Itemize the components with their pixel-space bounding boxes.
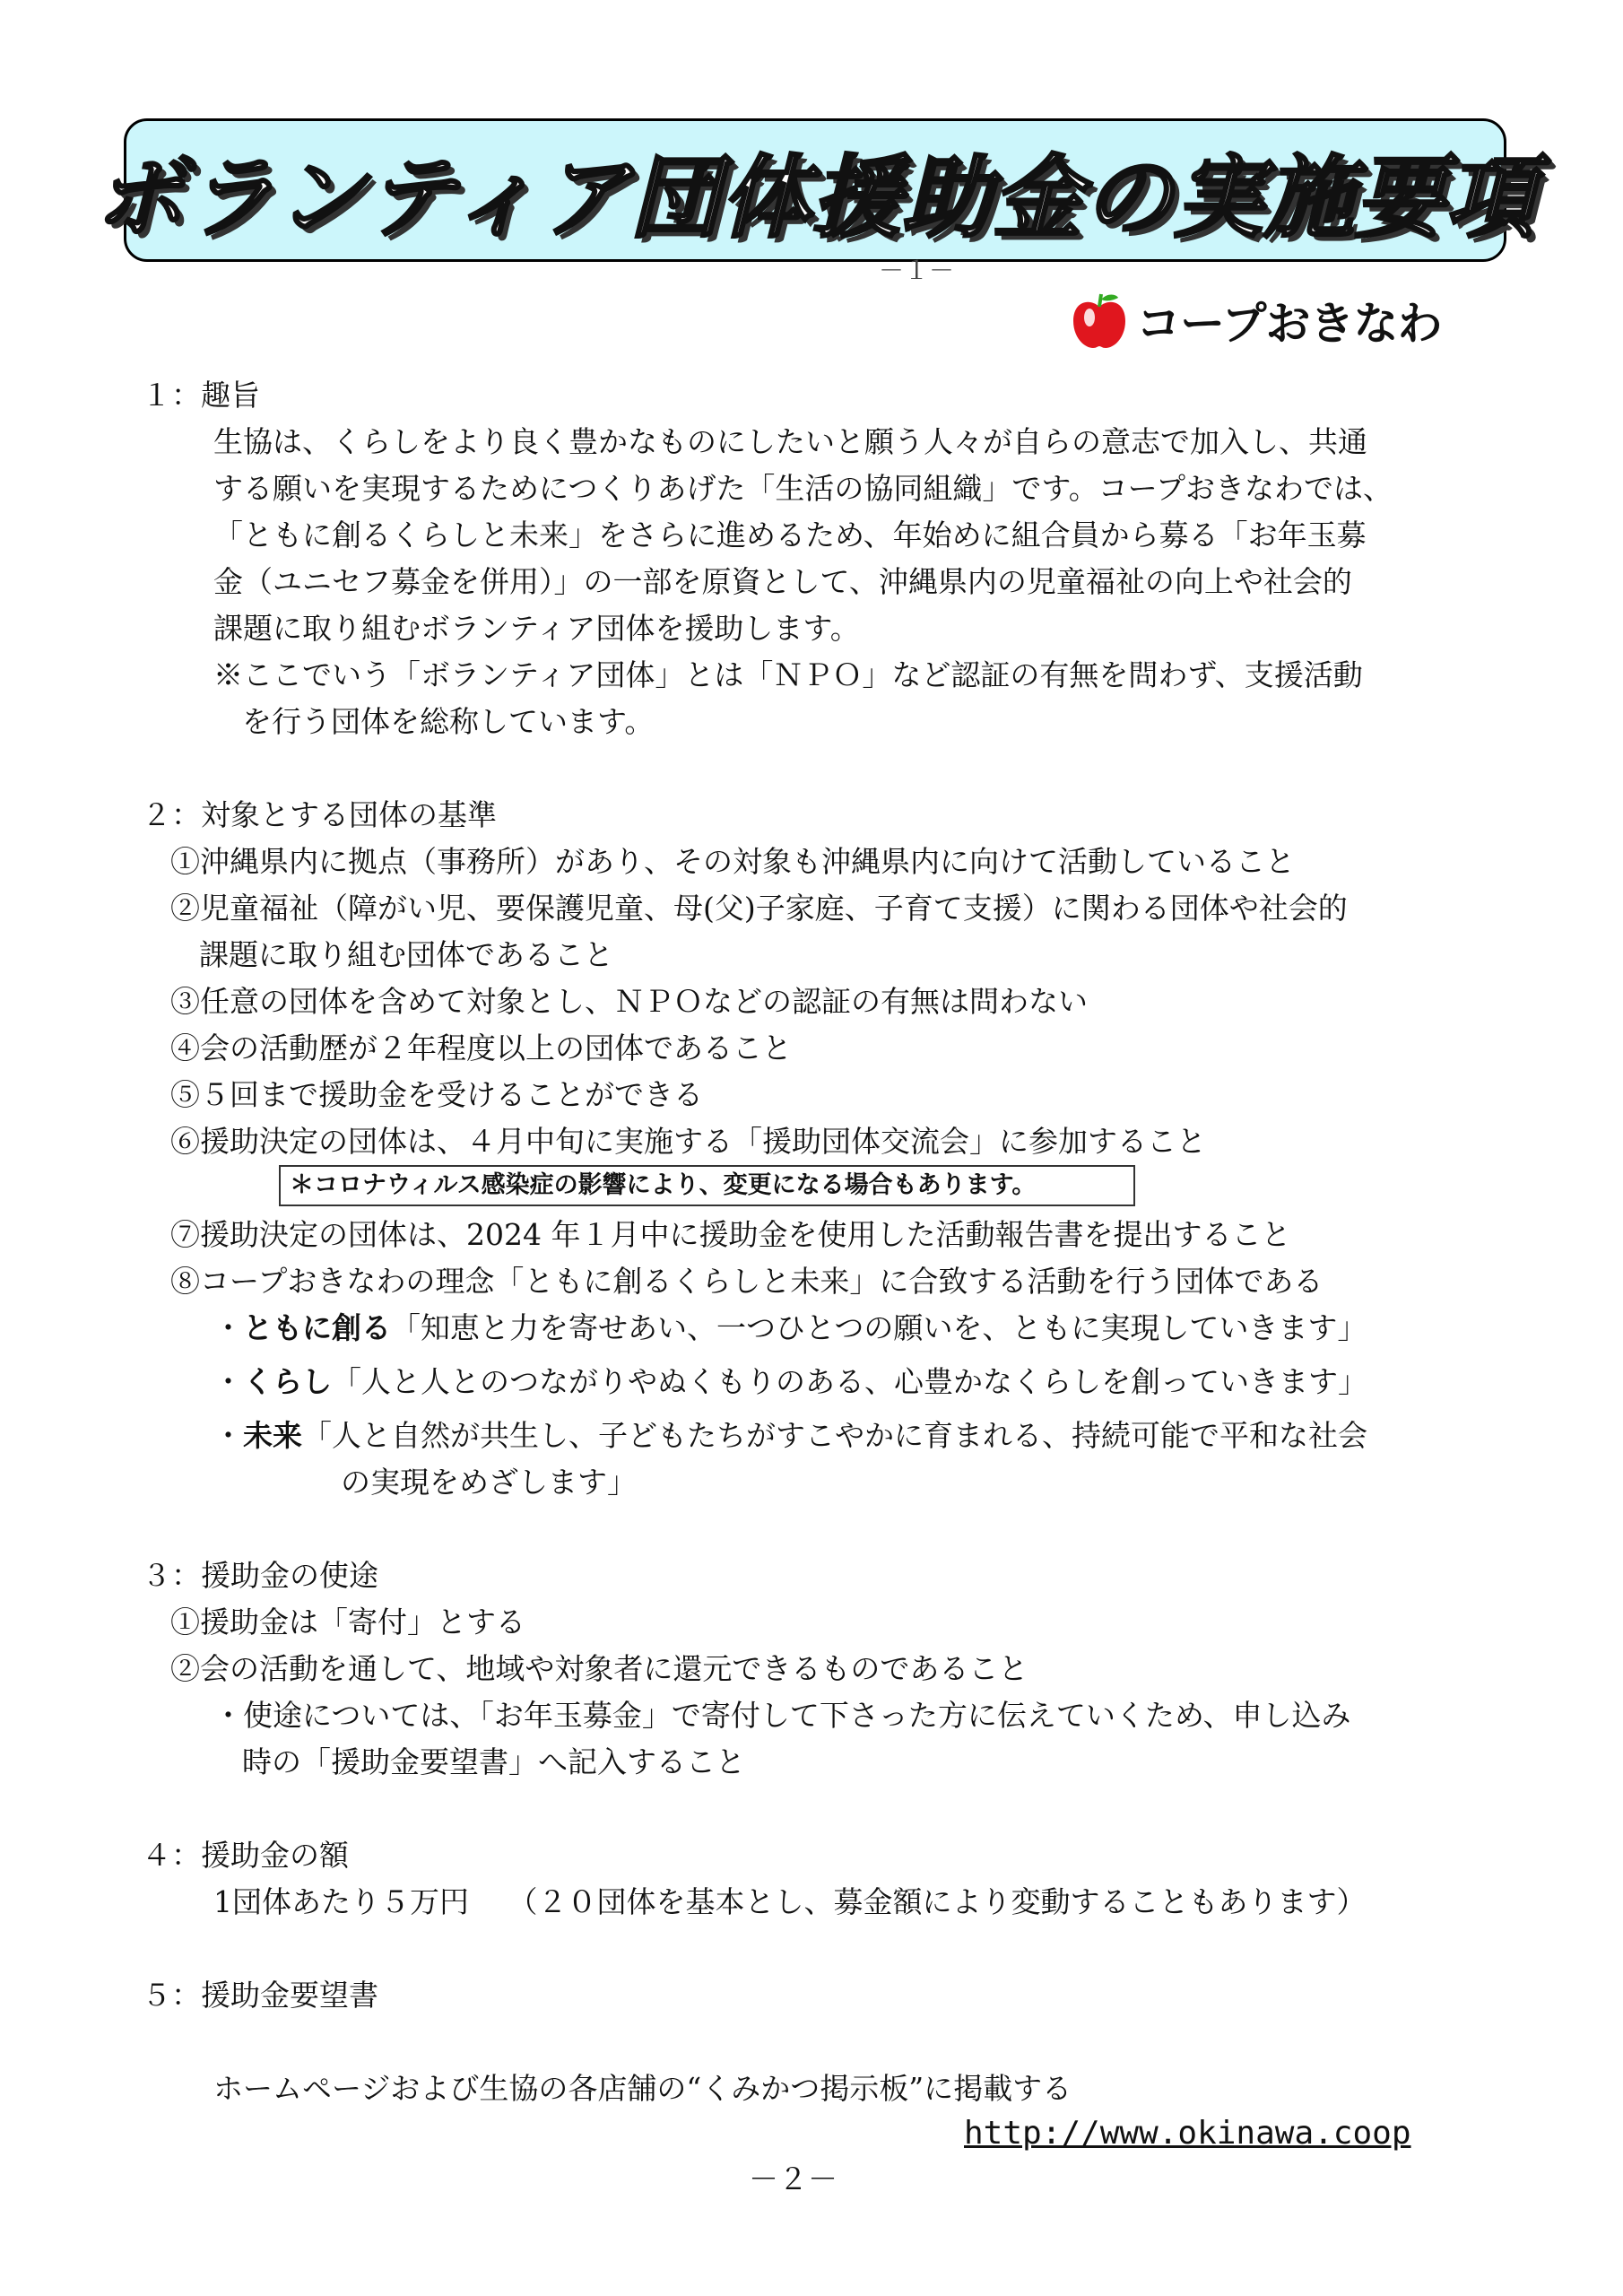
section-1-note: ※ここでいう「ボランティア団体」とは「ＮＰＯ」など認証の有無を問わず、支援活動 xyxy=(213,657,1363,692)
bullet: ・ xyxy=(213,1418,243,1453)
philosophy-term: 未来 xyxy=(243,1418,302,1453)
bullet: ・ xyxy=(213,1310,243,1345)
section-4-heading: ４：援助金の額 xyxy=(142,1838,349,1873)
website-link[interactable]: http://www.okinawa.coop xyxy=(964,2115,1411,2152)
page-number: －２－ xyxy=(749,2161,838,2196)
philosophy-term: ともに創る xyxy=(243,1310,391,1345)
amount-line: 1団体あたり５万円 （２０団体を基本とし、募金額により変動することもあります） xyxy=(213,1884,1367,1919)
criteria-item: ③任意の団体を含めて対象とし、ＮＰＯなどの認証の有無は問わない xyxy=(170,984,1088,1019)
usage-item: ①援助金は「寄付」とする xyxy=(170,1605,525,1639)
coop-okinawa-logo xyxy=(1072,289,1442,352)
section-1-line: 生協は、くらしをより良く豊かなものにしたいと願う人々が自らの意志で加入し、共通 xyxy=(213,424,1367,459)
title-banner xyxy=(94,118,1536,262)
section-3-heading: ３：援助金の使途 xyxy=(142,1558,378,1593)
apple-icon xyxy=(1072,291,1127,350)
section-1-line: 金（ユニセフ募金を併用）」の一部を原資として、沖縄県内の児童福祉の向上や社会的 xyxy=(213,564,1352,599)
criteria-item: ⑧コープおきなわの理念「ともに創るくらしと未来」に合致する活動を行う団体である xyxy=(170,1264,1324,1299)
usage-item: ・使途については、「お年玉募金」で寄付して下さった方に伝えていくため、申し込み xyxy=(213,1698,1351,1733)
philosophy-item xyxy=(213,1361,1367,1403)
overlap-page-mark: －１－ xyxy=(879,256,955,285)
section-1-line: 「ともに創るくらしと未来」をさらに進めるため、年始めに組合員から募る「お年玉募 xyxy=(213,517,1367,552)
section-1-line: 課題に取り組むボランティア団体を援助します。 xyxy=(213,611,860,646)
section-1-note-cont: を行う団体を総称しています。 xyxy=(242,704,655,739)
usage-item-cont: 時の「援助金要望書」へ記入すること xyxy=(242,1744,745,1779)
criteria-item: ②児童福祉（障がい児、要保護児童、母(父)子家庭、子育て支援）に関わる団体や社会的 xyxy=(170,891,1348,926)
page-title: ボランティア団体援助金の実施要項 xyxy=(94,145,1536,250)
criteria-item: ⑤５回まで援助金を受けることができる xyxy=(170,1077,703,1112)
request-form-line: ホームページおよび生協の各店舗の“くみかつ掲示板”に掲載する xyxy=(213,2071,1072,2106)
section-1-heading: １：趣旨 xyxy=(142,378,260,413)
usage-item: ②会の活動を通して、地域や対象者に還元できるものであること xyxy=(170,1651,1028,1686)
criteria-item: ①沖縄県内に拠点（事務所）があり、その対象も沖縄県内に向けて活動していること xyxy=(170,844,1295,879)
philosophy-text: 「人と人とのつながりやぬくもりのある、心豊かなくらしを創っていきます」 xyxy=(332,1364,1367,1399)
covid-notice: ＊コロナウィルス感染症の影響により、変更になる場合もあります。 xyxy=(279,1165,1135,1206)
philosophy-term: くらし xyxy=(243,1364,332,1399)
philosophy-item-cont: の実現をめざします」 xyxy=(341,1465,637,1500)
logo-text: コープおきなわ xyxy=(1136,298,1442,350)
criteria-item-cont: 課題に取り組む団体であること xyxy=(199,937,613,972)
philosophy-text: 「知恵と力を寄せあい、一つひとつの願いを、ともに実現していきます」 xyxy=(391,1310,1367,1345)
section-2-heading: ２：対象とする団体の基準 xyxy=(142,797,497,832)
section-1-line: する願いを実現するためにつくりあげた「生活の協同組織」です。コープおきなわでは、 xyxy=(213,471,1393,506)
philosophy-text: 「人と自然が共生し、子どもたちがすこやかに育まれる、持続可能で平和な社会 xyxy=(302,1418,1367,1453)
criteria-item: ⑥援助決定の団体は、４月中旬に実施する「援助団体交流会」に参加すること xyxy=(170,1124,1206,1159)
philosophy-item xyxy=(213,1308,1367,1349)
bullet: ・ xyxy=(213,1364,243,1399)
philosophy-item xyxy=(213,1415,1367,1457)
criteria-item: ⑦援助決定の団体は、2024 年１月中に援助金を使用した活動報告書を提出すること xyxy=(170,1217,1291,1252)
criteria-item: ④会の活動歴が２年程度以上の団体であること xyxy=(170,1031,792,1065)
section-5-heading: ５：援助金要望書 xyxy=(142,1978,378,2013)
